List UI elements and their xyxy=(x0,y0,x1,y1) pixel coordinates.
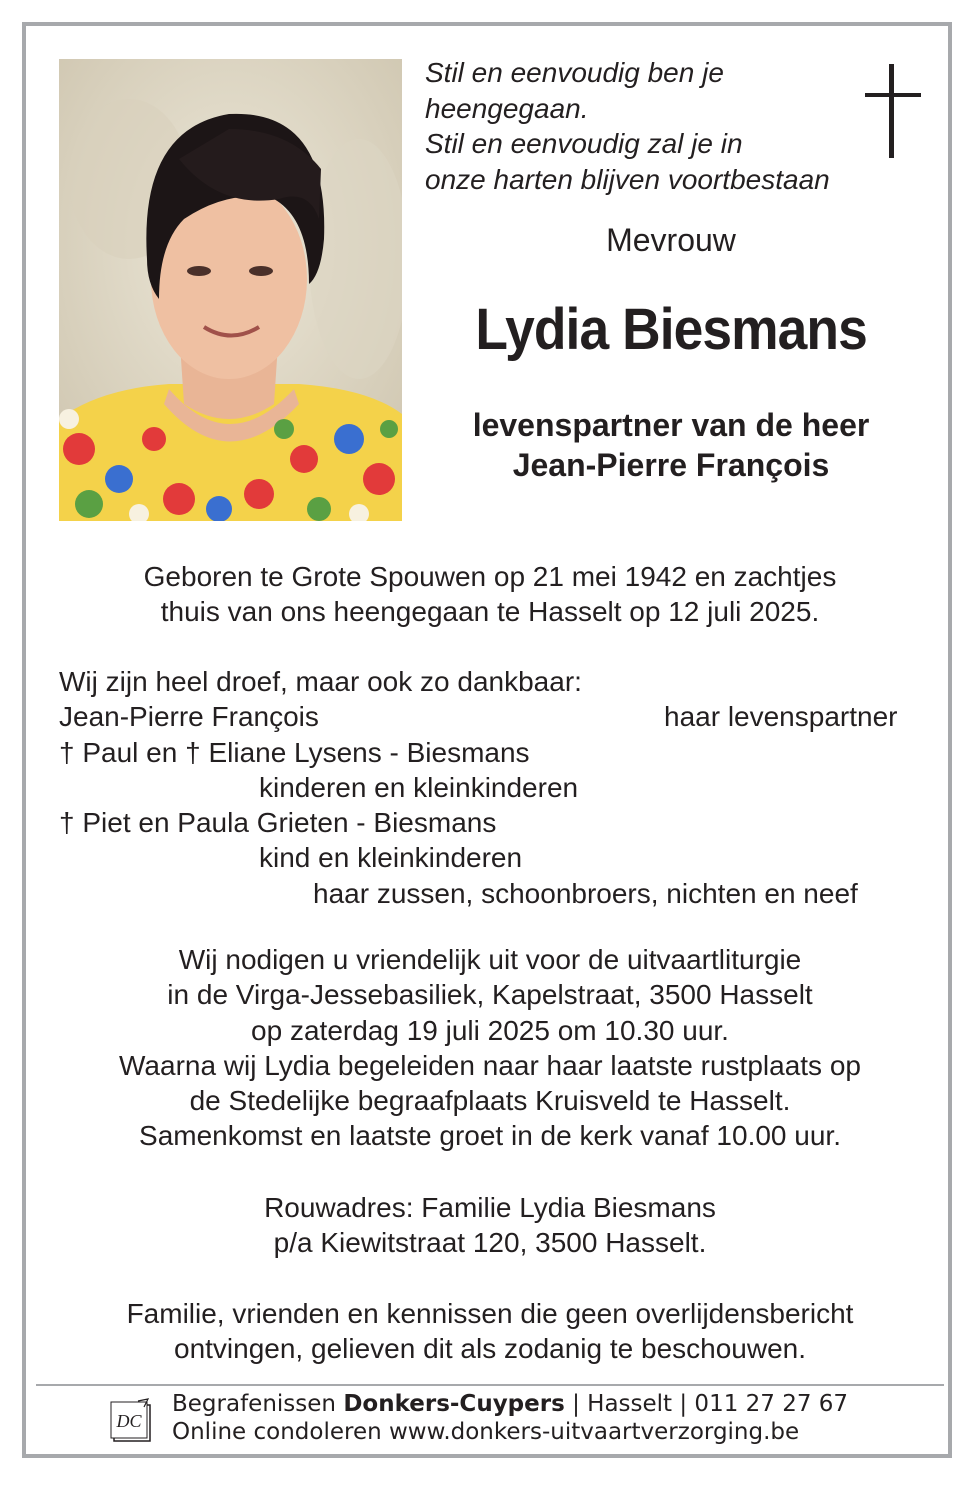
text-line: de Stedelijke begraafplaats Kruisveld te Hasselt. xyxy=(189,1085,791,1117)
text-line: Waarna wij Lydia begeleiden naar haar laatste rustplaats op xyxy=(119,1049,861,1081)
poem xyxy=(425,55,895,197)
birth-death-text xyxy=(40,559,940,630)
poem-line: Stil en eenvoudig ben je xyxy=(425,57,724,88)
family-role: haar zussen, schoonbroers, nichten en neef xyxy=(313,878,858,909)
text-line: ontvingen, gelieven dit als zodanig te beschouwen. xyxy=(174,1333,806,1365)
partner-line xyxy=(420,405,922,485)
family-name: Jean-Pierre François xyxy=(59,701,319,732)
text-line: op zaterdag 19 juli 2025 om 10.30 uur. xyxy=(251,1014,729,1046)
text-line: Geboren te Grote Spouwen op 21 mei 1942 en zachtjes xyxy=(143,561,837,592)
family-role: kinderen en kleinkinderen xyxy=(259,772,579,803)
family-role: haar levenspartner xyxy=(664,701,898,732)
text-line: Samenkomst en laatste groet in de kerk vanaf 10.00 uur. xyxy=(139,1120,841,1152)
text-line: p/a Kiewitstraat 120, 3500 Hasselt. xyxy=(273,1227,707,1259)
text-line: Wij nodigen u vriendelijk uit voor de uitvaartliturgie xyxy=(178,944,802,975)
notice-text xyxy=(40,1296,940,1367)
service-text xyxy=(40,942,940,1154)
online-condolences[interactable]: Online condoleren www.donkers-uitvaartverzorging.be xyxy=(172,1419,800,1445)
family-intro: Wij zijn heel droef, maar ook zo dankbaar: xyxy=(59,666,582,697)
family-role: kind en kleinkinderen xyxy=(259,842,523,873)
mourning-address xyxy=(40,1190,940,1261)
funeral-home-line xyxy=(172,1390,848,1418)
partner-name: Jean-Pierre François xyxy=(512,447,830,483)
portrait-photo xyxy=(59,59,402,521)
divider xyxy=(36,1384,944,1386)
poem-line: Stil en eenvoudig zal je in xyxy=(425,128,743,159)
footer-contact: | Hasselt | 011 27 27 67 xyxy=(564,1391,849,1417)
text-line: in de Virga-Jessebasiliek, Kapelstraat, 3500 Hasselt xyxy=(167,979,813,1011)
partner-relation: levenspartner van de heer xyxy=(472,407,870,443)
poem-line: heengegaan. xyxy=(425,92,589,124)
logo-text: DC xyxy=(116,1411,142,1431)
title: Mevrouw xyxy=(606,222,736,258)
family-name: † Piet en Paula Grieten - Biesmans xyxy=(59,807,497,838)
text-line: thuis van ons heengegaan te Hasselt op 12 juli 2025. xyxy=(160,596,820,628)
footer-prefix: Begrafenissen xyxy=(172,1391,344,1417)
text-line: Familie, vrienden en kennissen die geen overlijdensbericht xyxy=(126,1298,854,1329)
footer xyxy=(172,1390,848,1446)
funeral-home-logo xyxy=(108,1397,156,1445)
text-line: Rouwadres: Familie Lydia Biesmans xyxy=(264,1192,716,1223)
deceased-name: Lydia Biesmans xyxy=(475,297,867,362)
family-name: † Paul en † Eliane Lysens - Biesmans xyxy=(59,737,530,768)
poem-line: onze harten blijven voortbestaan xyxy=(425,163,830,195)
cross-icon xyxy=(865,64,921,158)
company-name: Donkers-Cuypers xyxy=(343,1391,565,1417)
